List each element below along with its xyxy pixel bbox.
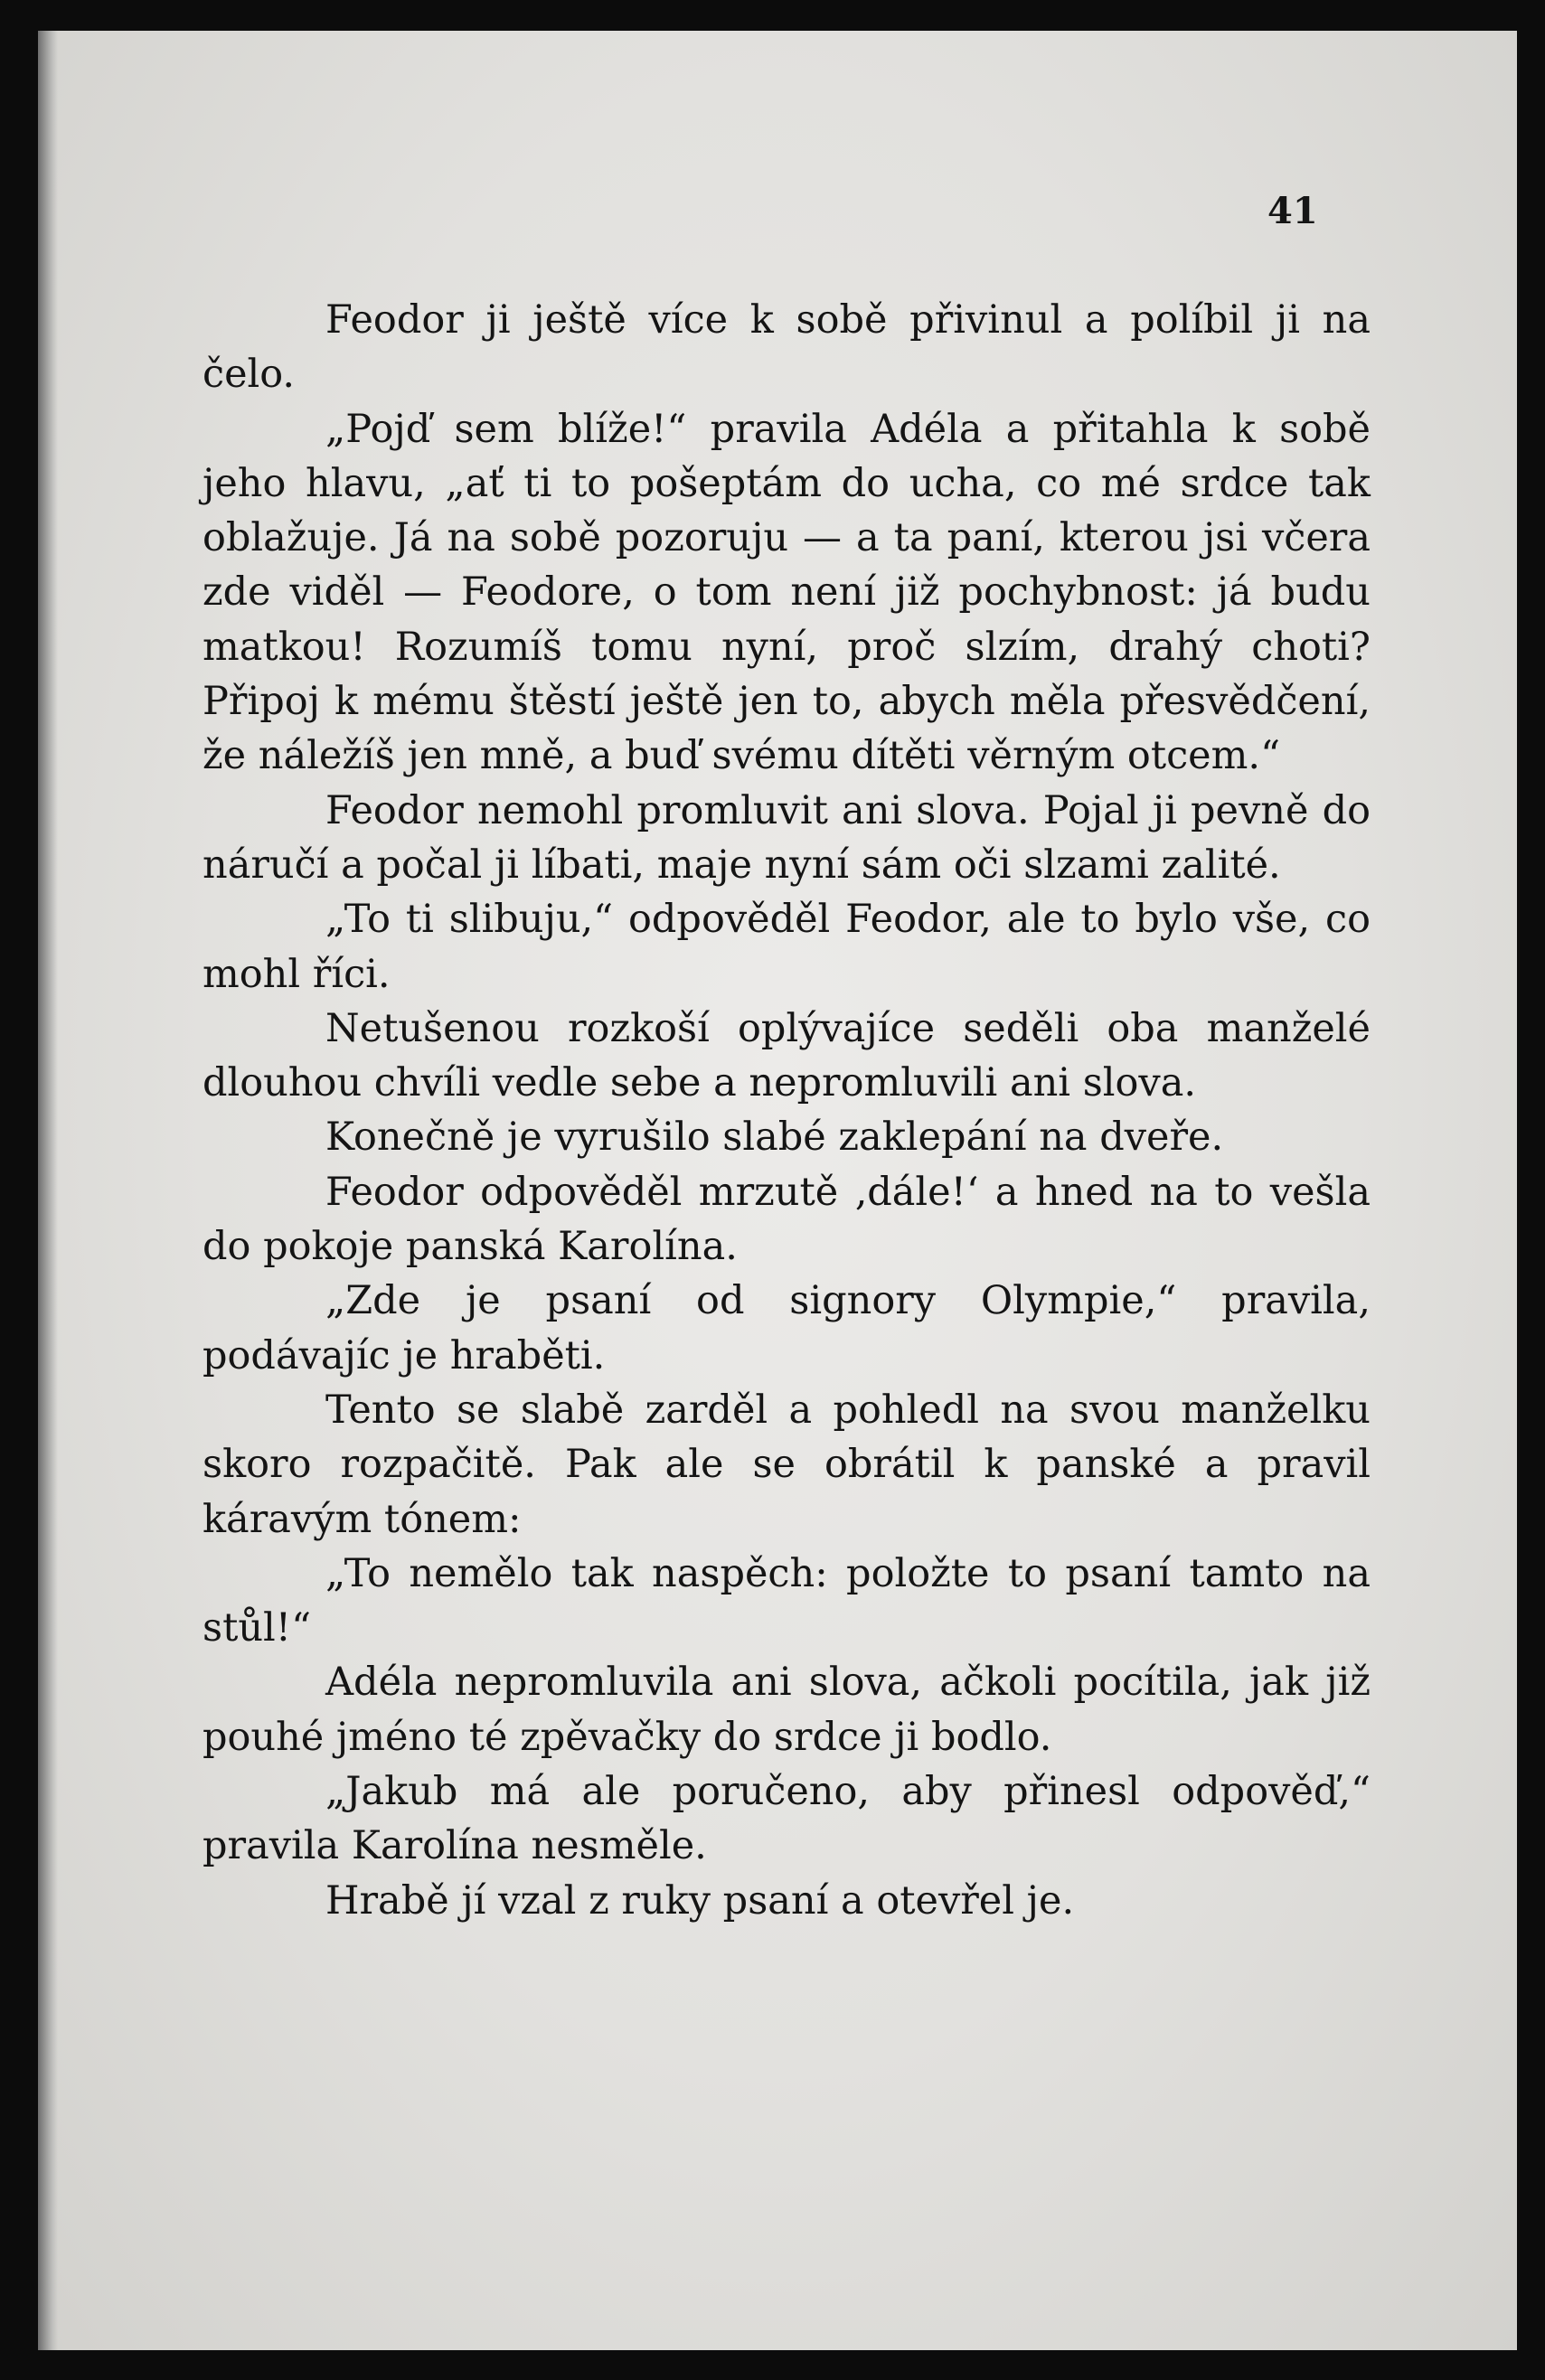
paragraph: Adéla nepromluvila ani slova, ačkoli pocítila, jak již pouhé jméno té zpěvačky do srdce ji bodlo.: [203, 1660, 1371, 1760]
paragraph: Feodor ji ještě více k sobě přivinul a políbil ji na čelo.: [203, 297, 1371, 398]
paragraph: „Jakub má ale poručeno, aby přinesl odpověď,“ pravila Karolína nesměle.: [203, 1769, 1371, 1869]
book-page: [38, 31, 1517, 2350]
page-spine-shadow: [38, 31, 58, 2350]
paragraph: Netušenou rozkoší oplývajíce seděli oba manželé dlouhou chvíli vedle sebe a nepromluvili ani slova.: [203, 1005, 1371, 1106]
paragraph: Feodor nemohl promluvit ani slova. Pojal ji pevně do náručí a počal ji líbati, maje nyní sám oči slzami zalité.: [203, 787, 1371, 888]
body-text: [203, 293, 1371, 1928]
paragraph: „To nemělo tak naspěch: položte to psaní tamto na stůl!“: [203, 1550, 1371, 1651]
paragraph: „To ti slibuju,“ odpověděl Feodor, ale to bylo vše, co mohl říci.: [203, 897, 1371, 997]
paragraph: „Zde je psaní od signory Olympie,“ pravila, podávajíc je hraběti.: [203, 1278, 1371, 1378]
paragraph: Feodor odpověděl mrzutě ‚dále!‘ a hned na to vešla do pokoje panská Karolína.: [203, 1169, 1371, 1270]
paragraph: Hrabě jí vzal z ruky psaní a otevřel je.: [325, 1877, 1075, 1924]
page-number: 41: [1267, 190, 1318, 232]
paragraph: „Pojď sem blíže!“ pravila Adéla a přitahla k sobě jeho hlavu, „ať ti to pošeptám do ucha, co mé srdce tak oblažuje. Já na sobě pozoruju — a ta paní, kterou jsi včera zde viděl — Feodore, o tom není již pochybnost: já budu matkou! Rozumíš tomu nyní, proč slzím, drahý choti? Připoj k mému štěstí ještě jen to, abych měla přesvědčení, že náležíš jen mně, a buď svému dítěti věrným otcem.“: [203, 406, 1371, 779]
paragraph: Konečně je vyrušilo slabé zaklepání na dveře.: [325, 1115, 1224, 1161]
paragraph: Tento se slabě zarděl a pohledl na svou manželku skoro rozpačitě. Pak ale se obrátil k panské a pravil káravým tónem:: [203, 1387, 1371, 1542]
